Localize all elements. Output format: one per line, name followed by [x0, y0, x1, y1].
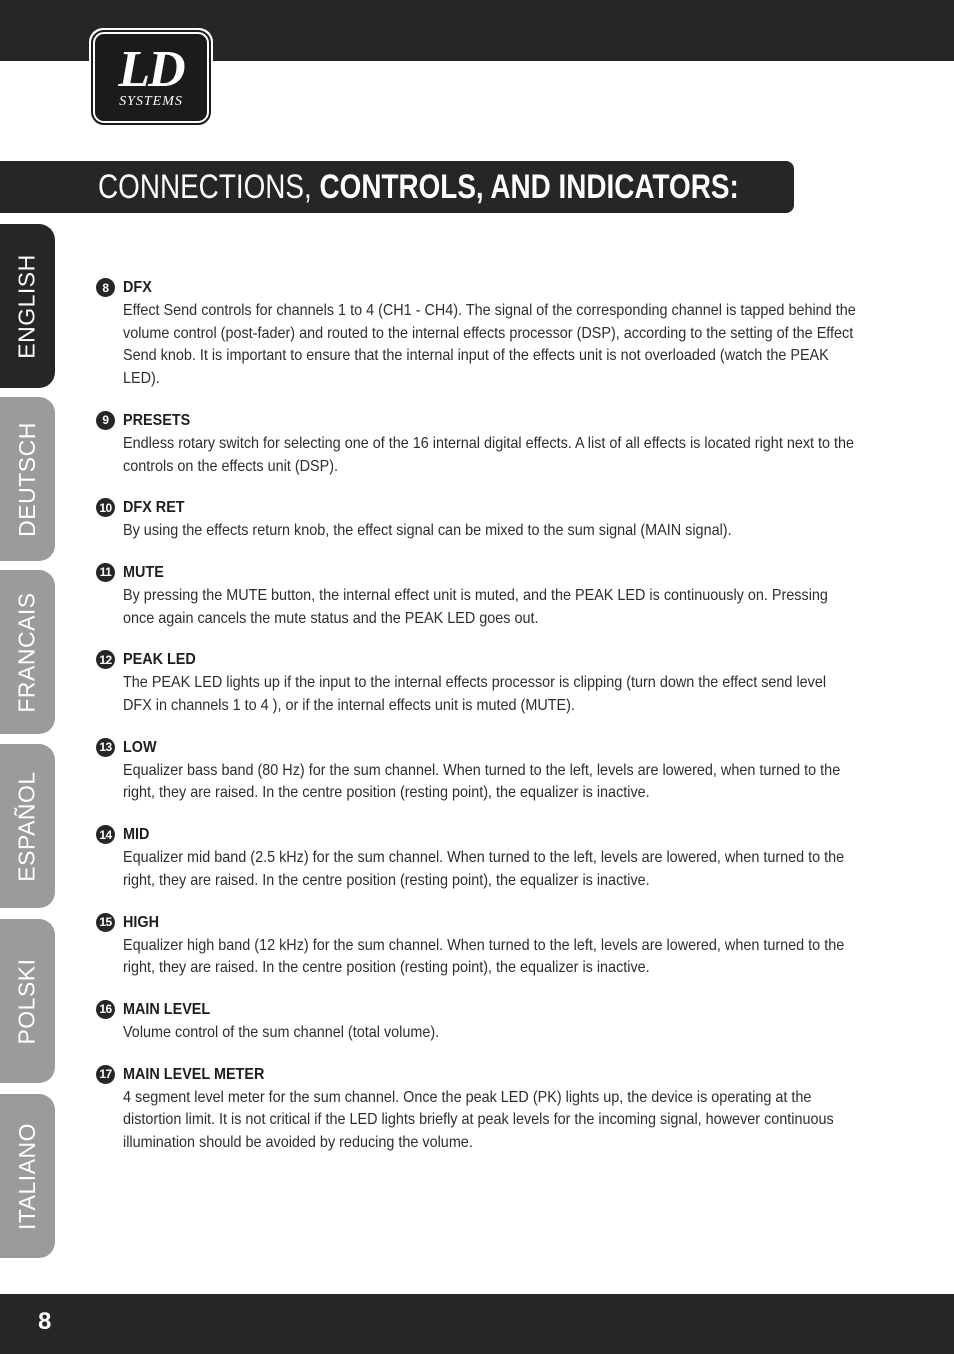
item-title: MAIN LEVEL [123, 1000, 211, 1018]
item-title: MUTE [123, 563, 164, 581]
lang-tab-label: FRANCAIS [14, 591, 41, 713]
item-number-badge: 12 [96, 650, 115, 669]
item-description: By pressing the MUTE button, the internal effect unit is muted, and the PEAK LED is continuously on. Pressing once again cancels the mute status and the PEAK LED goes out. [123, 586, 828, 627]
item-description: Effect Send controls for channels 1 to 4 (CH1 - CH4). The signal of the corresponding channel is tapped behind the volume control (post-fader) and routed to the internal effects processor (DSP), according to the setting of the Effect Send knob. It is important to ensure that the internal input of the effects unit is not overloaded (watch the PEAK LED). [123, 302, 856, 388]
controls-list [96, 276, 866, 1173]
item-description: Equalizer mid band (2.5 kHz) for the sum channel. When turned to the left, levels are lowered, when turned to the right, they are raised. In the centre position (resting point), the equalizer is inactive. [123, 849, 845, 889]
logo-main-text: LD [118, 40, 184, 98]
lang-tab-label: ENGLISH [14, 253, 41, 359]
list-item [96, 561, 866, 630]
item-number-badge: 13 [96, 738, 115, 757]
page-title [98, 168, 739, 207]
list-item [96, 911, 866, 980]
item-number-badge: 8 [96, 278, 115, 297]
bottom-bar [0, 1294, 954, 1354]
item-title: LOW [123, 738, 157, 756]
list-item [96, 823, 866, 892]
item-number-badge: 14 [96, 825, 115, 844]
title-light: CONNECTIONS, [98, 167, 320, 206]
page-number: 8 [38, 1308, 52, 1335]
lang-tab-label: DEUTSCH [14, 421, 41, 537]
lang-tab-label: ITALIANO [14, 1122, 41, 1230]
item-description: Equalizer high band (12 kHz) for the sum channel. When turned to the left, levels are lowered, when turned to the right, they are raised. In the centre position (resting point), the equalizer is inactive. [123, 936, 845, 977]
item-description: Endless rotary switch for selecting one of the 16 internal digital effects. A list of all effects is located right next to the controls on the effects unit (DSP). [123, 434, 855, 475]
item-description: Volume control of the sum channel (total volume). [123, 1023, 440, 1041]
item-title: DFX RET [123, 499, 185, 517]
item-description: 4 segment level meter for the sum channel. Once the peak LED (PK) lights up, the device is operating at the distortion limit. It is not critical if the LED lights briefly at peak levels for the incoming signal, however continuous illumination should be avoided by reducing the volume. [123, 1088, 834, 1152]
item-description: By using the effects return knob, the effect signal can be mixed to the sum signal (MAIN signal). [123, 522, 732, 540]
item-title: HIGH [123, 913, 159, 931]
item-number-badge: 10 [96, 498, 115, 517]
lang-tab-deutsch[interactable] [0, 397, 55, 561]
list-item [96, 409, 866, 478]
title-bold: CONTROLS, AND INDICATORS: [319, 167, 739, 206]
brand-logo [89, 28, 213, 127]
lang-tab-espanol[interactable] [0, 744, 55, 908]
item-description: The PEAK LED lights up if the input to the internal effects processor is clipping (turn down the effect send level DFX in channels 1 to 4 ), or if the internal effects unit is muted (MUTE). [123, 674, 827, 715]
item-title: MID [123, 826, 150, 844]
list-item [96, 998, 866, 1045]
item-number-badge: 17 [96, 1065, 115, 1084]
list-item [96, 1063, 866, 1155]
item-title: MAIN LEVEL METER [123, 1065, 265, 1083]
item-description: Equalizer bass band (80 Hz) for the sum channel. When turned to the left, levels are lowered, when turned to the right, they are raised. In the centre position (resting point), the equalizer is inactive. [123, 761, 841, 802]
item-title: PRESETS [123, 411, 191, 429]
lang-tab-italiano[interactable] [0, 1094, 55, 1258]
list-item [96, 736, 866, 805]
item-title: DFX [123, 279, 152, 296]
item-title: PEAK LED [123, 651, 196, 669]
logo-sub-text: SYSTEMS [119, 93, 183, 109]
list-item [96, 276, 866, 391]
list-item [96, 648, 866, 717]
lang-tab-polski[interactable] [0, 919, 55, 1083]
item-number-badge: 15 [96, 913, 115, 932]
lang-tab-label: ESPAÑOL [14, 770, 41, 882]
item-number-badge: 11 [96, 563, 115, 582]
logo-badge [93, 32, 209, 123]
lang-tab-francais[interactable] [0, 570, 55, 734]
lang-tab-label: POLSKI [14, 957, 41, 1045]
item-number-badge: 9 [96, 411, 115, 430]
lang-tab-english[interactable] [0, 224, 55, 388]
item-number-badge: 16 [96, 1000, 115, 1019]
list-item [96, 496, 866, 543]
section-title-bar [0, 161, 794, 213]
